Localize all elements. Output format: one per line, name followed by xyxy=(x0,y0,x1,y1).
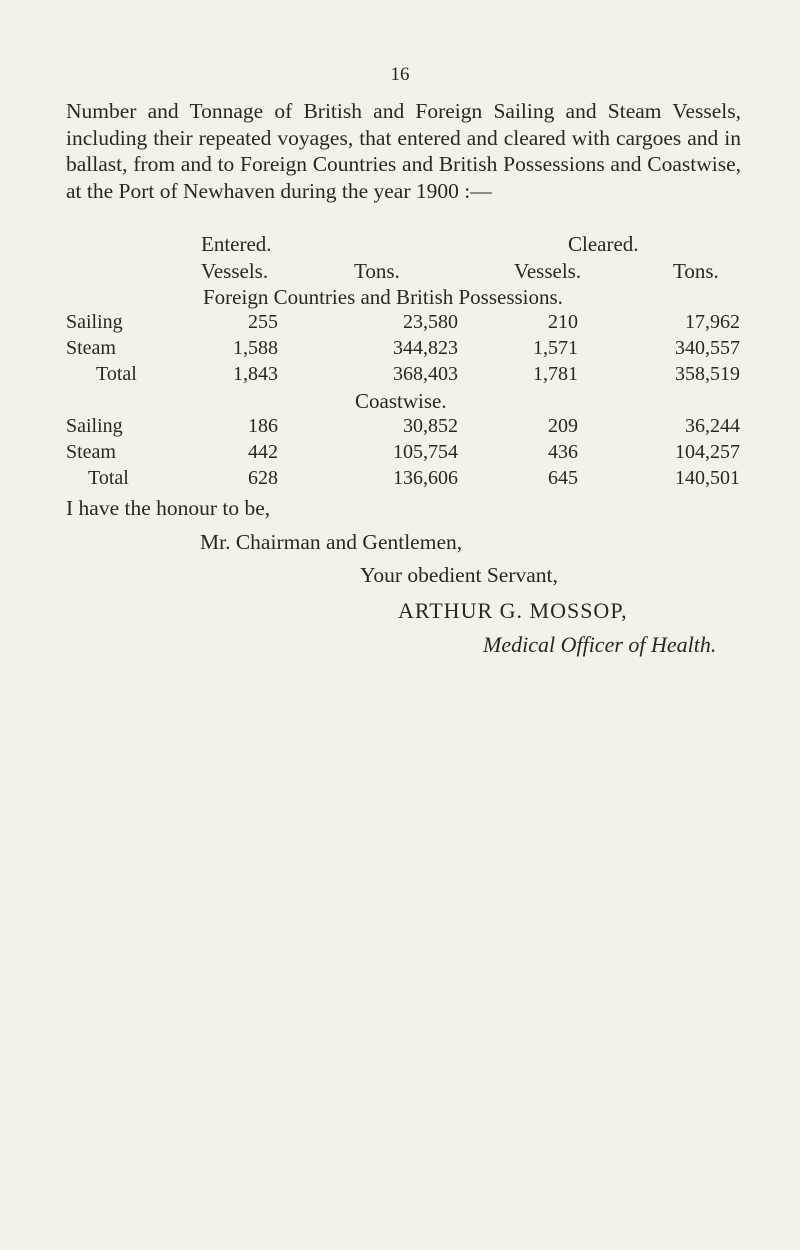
tons-cleared-cell: 340,557 xyxy=(675,337,740,359)
vessels-cleared-cell: 209 xyxy=(548,415,578,437)
col-header-vessels-cleared: Vessels. xyxy=(514,259,582,283)
row-label: Sailing xyxy=(66,415,123,437)
closing-line-3: Your obedient Servant, xyxy=(360,563,558,587)
tons-entered-cell: 105,754 xyxy=(393,441,458,463)
vessels-cleared-cell: 210 xyxy=(548,311,578,333)
vessels-cleared-cell: 1,571 xyxy=(533,337,578,359)
row-label: Steam xyxy=(66,441,116,463)
vessels-entered-cell: 442 xyxy=(248,441,278,463)
entered-header: Entered. xyxy=(201,232,272,256)
vessels-entered-cell: 255 xyxy=(248,311,278,333)
tons-cleared-cell: 17,962 xyxy=(685,311,740,333)
vessels-cleared-cell: 645 xyxy=(548,467,578,489)
tons-cleared-cell: 358,519 xyxy=(675,363,740,385)
signature: ARTHUR G. MOSSOP, xyxy=(398,598,628,623)
tons-cleared-cell: 140,501 xyxy=(675,467,740,489)
cleared-header: Cleared. xyxy=(568,232,639,256)
intro-text: Number and Tonnage of British and Foreign Sailing and Steam Vessels, including their repeated voyages, that entered and cleared with cargoes and in ballast, from and to Foreign Countries and British Possessions and Coastwise, at the Port of Newhaven during the year 1900 :— xyxy=(66,99,741,203)
tons-entered-cell: 30,852 xyxy=(403,415,458,437)
vessels-entered-cell: 1,843 xyxy=(233,363,278,385)
section-title-coastwise: Coastwise. xyxy=(355,389,447,413)
signatory-title: Medical Officer of Health. xyxy=(483,632,717,657)
intro-paragraph xyxy=(66,98,741,204)
tons-entered-cell: 368,403 xyxy=(393,363,458,385)
vessels-cleared-cell: 1,781 xyxy=(533,363,578,385)
row-label: Steam xyxy=(66,337,116,359)
section-title-foreign: Foreign Countries and British Possessions. xyxy=(203,285,563,309)
row-label: Total xyxy=(88,467,129,489)
tons-entered-cell: 136,606 xyxy=(393,467,458,489)
closing-line-2: Mr. Chairman and Gentlemen, xyxy=(200,530,463,554)
row-label: Sailing xyxy=(66,311,123,333)
vessels-entered-cell: 628 xyxy=(248,467,278,489)
col-header-vessels-entered: Vessels. xyxy=(201,259,269,283)
row-label: Total xyxy=(96,363,137,385)
col-header-tons-entered: Tons. xyxy=(354,259,400,283)
tons-cleared-cell: 104,257 xyxy=(675,441,740,463)
vessels-cleared-cell: 436 xyxy=(548,441,578,463)
tons-entered-cell: 344,823 xyxy=(393,337,458,359)
page-number: 16 xyxy=(390,64,410,85)
vessels-entered-cell: 186 xyxy=(248,415,278,437)
tons-entered-cell: 23,580 xyxy=(403,311,458,333)
vessels-entered-cell: 1,588 xyxy=(233,337,278,359)
closing-line-1: I have the honour to be, xyxy=(66,496,271,520)
col-header-tons-cleared: Tons. xyxy=(673,259,719,283)
tons-cleared-cell: 36,244 xyxy=(685,415,740,437)
